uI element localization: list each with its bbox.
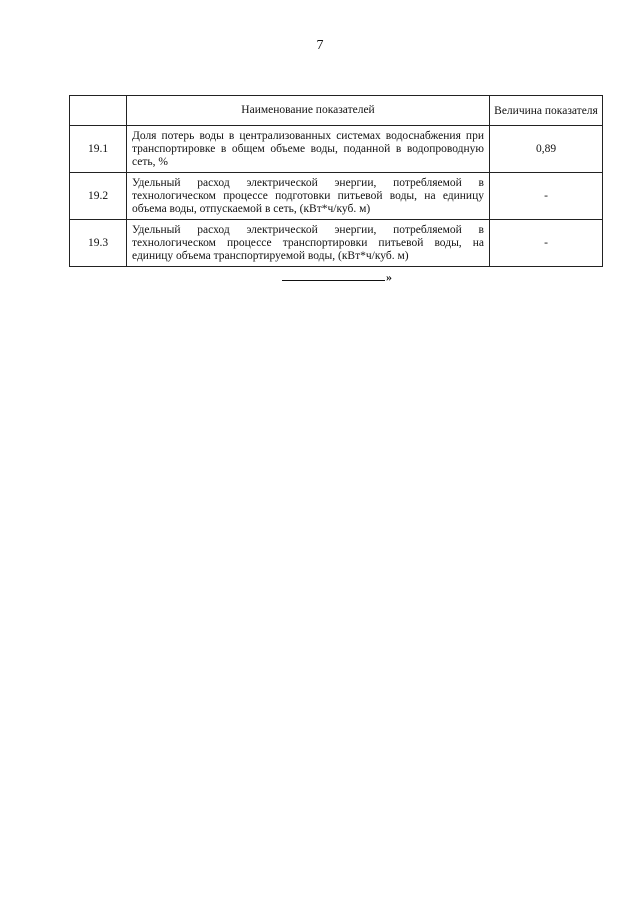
row-number: 19.1 bbox=[70, 126, 127, 173]
row-name: Удельный расход электрической энергии, потребляемой в технологическом процессе транспортировки питьевой воды, на единицу объема транспортируемой воды, (кВт*ч/куб. м) bbox=[127, 220, 490, 267]
table-row bbox=[70, 220, 603, 267]
header-value: Величина показателя bbox=[490, 96, 603, 126]
page-number: 7 bbox=[316, 38, 324, 53]
closing-mark bbox=[282, 270, 392, 285]
row-value: 0,89 bbox=[490, 126, 603, 173]
row-name: Удельный расход электрической энергии, потребляемой в технологическом процессе подготовки питьевой воды, на единицу объема воды, отпускаемой в сеть, (кВт*ч/куб. м) bbox=[127, 173, 490, 220]
indicators-table bbox=[69, 95, 603, 267]
row-value: - bbox=[490, 220, 603, 267]
header-num bbox=[70, 96, 127, 126]
row-number: 19.3 bbox=[70, 220, 127, 267]
row-value: - bbox=[490, 173, 603, 220]
closing-quote: » bbox=[386, 270, 392, 284]
header-name: Наименование показателей bbox=[127, 96, 490, 126]
closing-underline bbox=[282, 279, 385, 281]
table-row bbox=[70, 126, 603, 173]
row-name: Доля потерь воды в централизованных системах водоснабжения при транспортировке в общем объеме воды, поданной в водопроводную сеть, % bbox=[127, 126, 490, 173]
table-header-row bbox=[70, 96, 603, 126]
row-number: 19.2 bbox=[70, 173, 127, 220]
table-row bbox=[70, 173, 603, 220]
